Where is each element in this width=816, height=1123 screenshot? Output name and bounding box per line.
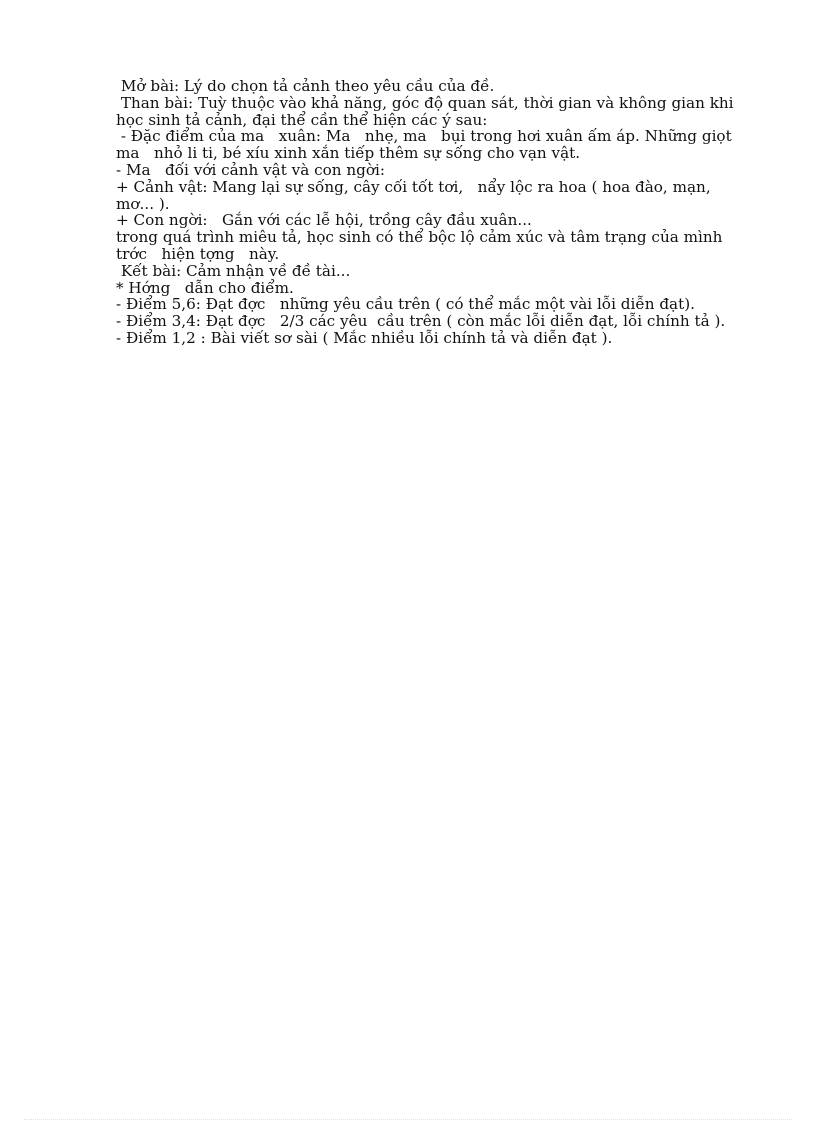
page-bottom-divider — [24, 1119, 792, 1120]
text-line-intro: Mở bài: Lý do chọn tả cảnh theo yêu cầu của đề. — [116, 77, 495, 95]
text-line-scenery: + Cảnh vật: Mang lại sự sống, cây cối tốt tơi, nẩy lộc ra hoa ( hoa đào, mạn, — [116, 177, 711, 196]
text-line: học sinh tả cảnh, đại thể cần thể hiện các ý sau: — [116, 110, 488, 129]
text-line-grading-heading: * Hớng dẫn cho điểm. — [116, 278, 294, 297]
text-line: mơ... ). — [116, 194, 170, 213]
text-line-relations: - Ma đối với cảnh vật và con ngời: — [116, 160, 386, 179]
text-line-features: - Đặc điểm của ma xuân: Ma nhẹ, ma bụi trong hơi xuân ấm áp. Những giọt — [116, 127, 732, 146]
text-line: trong quá trình miêu tả, học sinh có thể bộc lộ cảm xúc và tâm trạng của mình — [116, 228, 723, 247]
text-line-grade-5-6: - Điểm 5,6: Đạt đợc những yêu cầu trên ( có thể mắc một vài lỗi diễn đạt). — [116, 295, 695, 314]
text-line-people: + Con ngời: Gắn với các lễ hội, trồng cây đầu xuân... — [116, 211, 532, 230]
text-line-grade-3-4: - Điểm 3,4: Đạt đợc 2/3 các yêu cầu trên ( còn mắc lỗi diễn đạt, lỗi chính tả ). — [116, 312, 726, 331]
text-line: trớc hiện tợng này. — [116, 244, 280, 263]
text-line: ma nhỏ li ti, bé xíu xinh xắn tiếp thêm sự sống cho vạn vật. — [116, 144, 581, 163]
text-line-grade-1-2: - Điểm 1,2 : Bài viết sơ sài ( Mắc nhiều lỗi chính tả và diễn đạt ). — [116, 328, 613, 347]
text-line-conclusion: Kết bài: Cảm nhận về đề tài... — [116, 261, 351, 280]
text-line-body-intro: Than bài: Tuỳ thuộc vào khả năng, góc độ quan sát, thời gian và không gian khi — [116, 93, 734, 112]
document-body — [116, 78, 736, 347]
